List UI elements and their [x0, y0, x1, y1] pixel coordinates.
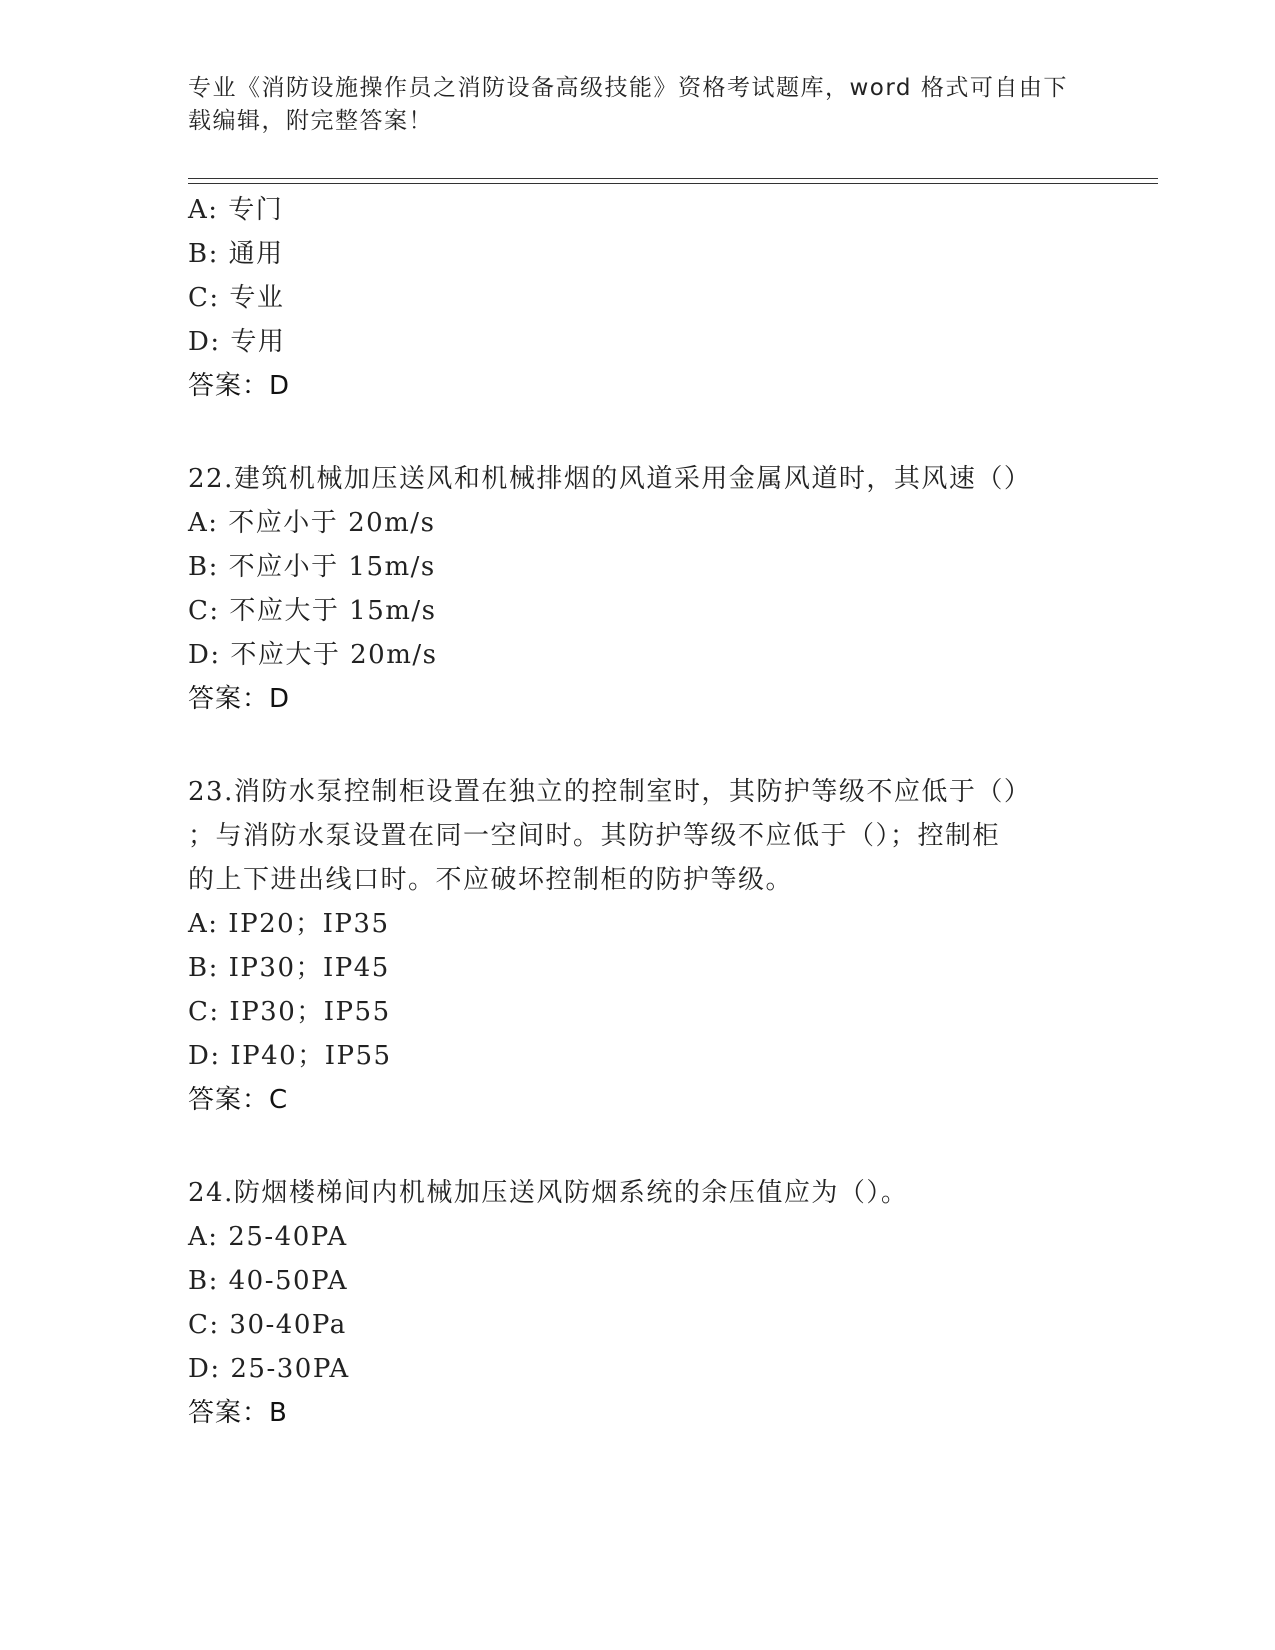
q22-option-b: B: 不应小于 15m/s — [188, 552, 436, 582]
q23-option-b: B: IP30；IP45 — [188, 953, 390, 983]
q22-option-d: D: 不应大于 20m/s — [188, 640, 438, 670]
q24-option-c: C: 30-40Pa — [188, 1310, 347, 1340]
q22-option-a: A: 不应小于 20m/s — [188, 508, 436, 538]
q23-option-a: A: IP20；IP35 — [188, 909, 390, 939]
q23-answer: 答案：C — [188, 1085, 289, 1115]
q21-answer: 答案：D — [188, 371, 291, 401]
q21-option-d: D: 专用 — [188, 327, 286, 357]
q21-option-a: A: 专门 — [188, 195, 284, 225]
header-line-1: 专业《消防设施操作员之消防设备高级技能》资格考试题库，word 格式可自由下 — [188, 75, 1068, 101]
q23-stem-line-1: 23.消防水泵控制柜设置在独立的控制室时，其防护等级不应低于（） — [188, 777, 1032, 807]
q24-answer: 答案：B — [188, 1398, 288, 1428]
header-divider-top — [188, 178, 1158, 179]
q21-option-c: C: 专业 — [188, 283, 285, 313]
q23-option-c: C: IP30；IP55 — [188, 997, 391, 1027]
header-divider-bottom — [188, 183, 1158, 184]
header-line-2: 载编辑，附完整答案！ — [188, 108, 433, 134]
q22-stem: 22.建筑机械加压送风和机械排烟的风道采用金属风道时，其风速（） — [188, 464, 1032, 494]
q24-stem: 24.防烟楼梯间内机械加压送风防烟系统的余压值应为（）。 — [188, 1178, 909, 1208]
q23-option-d: D: IP40；IP55 — [188, 1041, 392, 1071]
q24-option-a: A: 25-40PA — [188, 1222, 348, 1252]
q21-option-b: B: 通用 — [188, 239, 284, 269]
q23-stem-line-3: 的上下进出线口时。不应破坏控制柜的防护等级。 — [188, 865, 794, 895]
q22-option-c: C: 不应大于 15m/s — [188, 596, 437, 626]
document-header — [188, 72, 1068, 138]
q23-stem-line-2: ；与消防水泵设置在同一空间时。其防护等级不应低于（）；控制柜 — [188, 821, 1001, 851]
q24-option-d: D: 25-30PA — [188, 1354, 350, 1384]
q22-answer: 答案：D — [188, 684, 291, 714]
q24-option-b: B: 40-50PA — [188, 1266, 348, 1296]
